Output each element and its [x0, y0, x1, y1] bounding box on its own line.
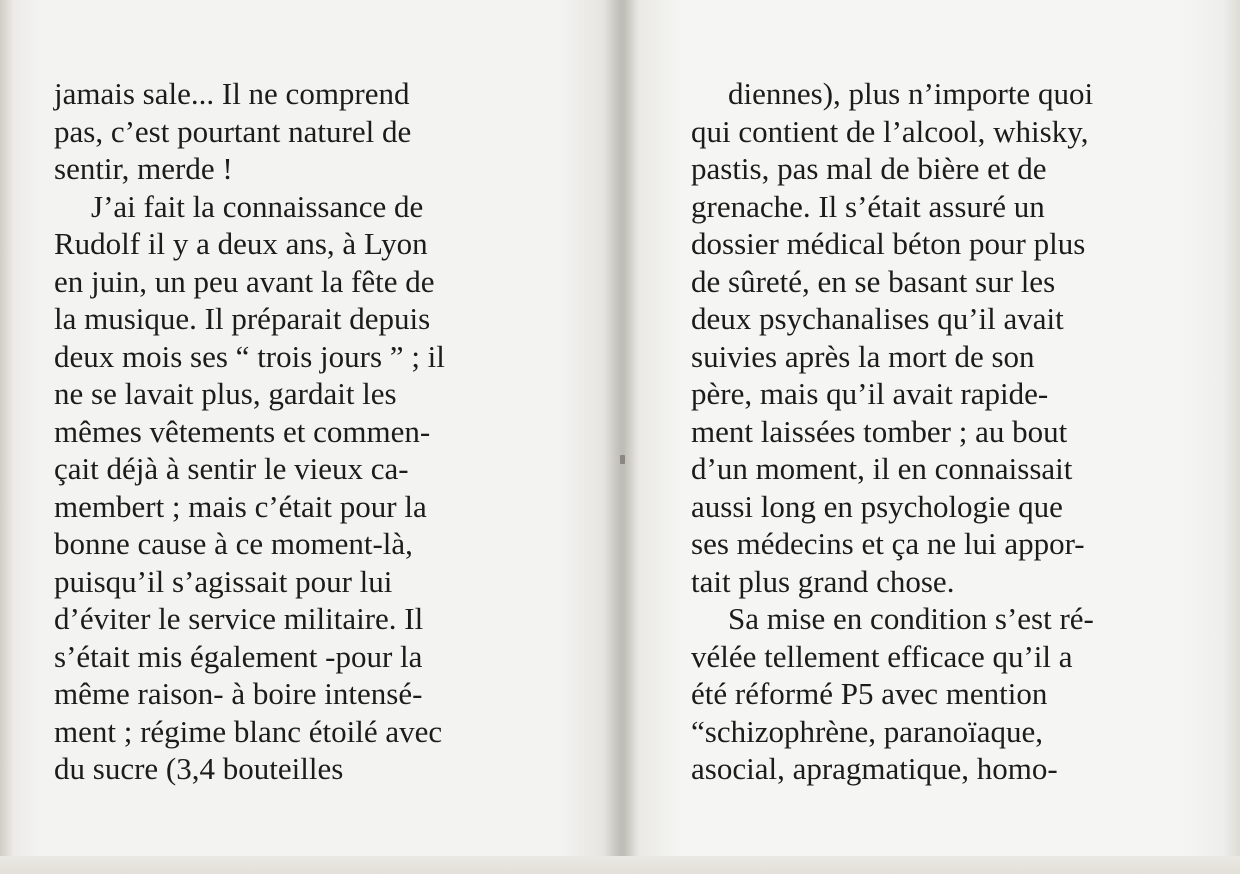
text-line: membert ; mais c’était pour la — [54, 488, 427, 524]
text-line: en juin, un peu avant la fête de — [54, 263, 435, 299]
text-line: tait plus grand chose. — [691, 563, 955, 599]
text-line: père, mais qu’il avait rapide- — [691, 376, 1049, 411]
text-line: ment laissées tomber ; au bout — [691, 413, 1068, 449]
text-line: “schizophrène, paranoïaque, — [691, 713, 1044, 749]
text-line: la musique. Il préparait depuis — [54, 301, 431, 336]
text-line: ses médecins et ça ne lui appor- — [691, 526, 1085, 561]
text-line: çait déjà à sentir le vieux ca- — [54, 451, 409, 486]
text-line: jamais sale... Il ne comprend — [54, 76, 410, 111]
text-line: de sûreté, en se basant sur les — [691, 263, 1056, 299]
text-line: diennes), plus n’importe quoi — [728, 76, 1094, 111]
text-line: ne se lavait plus, gardait les — [54, 376, 397, 411]
text-line: d’éviter le service militaire. Il — [54, 601, 424, 636]
text-line: sentir, merde ! — [54, 151, 233, 186]
text-line: grenache. Il s’était assuré un — [691, 188, 1045, 224]
binding-mark — [620, 455, 625, 464]
text-line: deux psychanalises qu’il avait — [691, 301, 1064, 336]
text-line: vélée tellement efficace qu’il a — [691, 638, 1073, 674]
text-line: J’ai fait la connaissance de — [91, 188, 424, 224]
text-line: puisqu’il s’agissait pour lui — [54, 563, 393, 599]
text-line: asocial, apragmatique, homo- — [691, 751, 1058, 786]
text-line: pastis, pas mal de bière et de — [691, 151, 1047, 186]
text-line: suivies après la mort de son — [691, 338, 1035, 374]
text-line: dossier médical béton pour plus — [691, 226, 1086, 261]
text-line: Rudolf il y a deux ans, à Lyon — [54, 226, 428, 261]
text-line: mêmes vêtements et commen- — [54, 413, 431, 449]
text-line: même raison- à boire intensé- — [54, 676, 423, 711]
text-line: bonne cause à ce moment-là, — [54, 526, 413, 561]
text-line: s’était mis également -pour la — [54, 638, 423, 674]
text-line: deux mois ses “ trois jours ” ; il — [54, 338, 445, 374]
right-page-text — [691, 75, 1141, 788]
text-line: été réformé P5 avec mention — [691, 676, 1048, 711]
text-line: du sucre (3,4 bouteilles — [54, 751, 344, 786]
text-line: d’un moment, il en connaissait — [691, 451, 1073, 486]
left-page-text — [54, 75, 506, 788]
book-gutter — [604, 0, 640, 856]
text-line: Sa mise en condition s’est ré- — [728, 601, 1094, 636]
text-line: aussi long en psychologie que — [691, 488, 1063, 524]
text-line: pas, c’est pourtant naturel de — [54, 113, 412, 149]
text-line: qui contient de l’alcool, whisky, — [691, 113, 1089, 149]
text-line: ment ; régime blanc étoilé avec — [54, 713, 443, 749]
